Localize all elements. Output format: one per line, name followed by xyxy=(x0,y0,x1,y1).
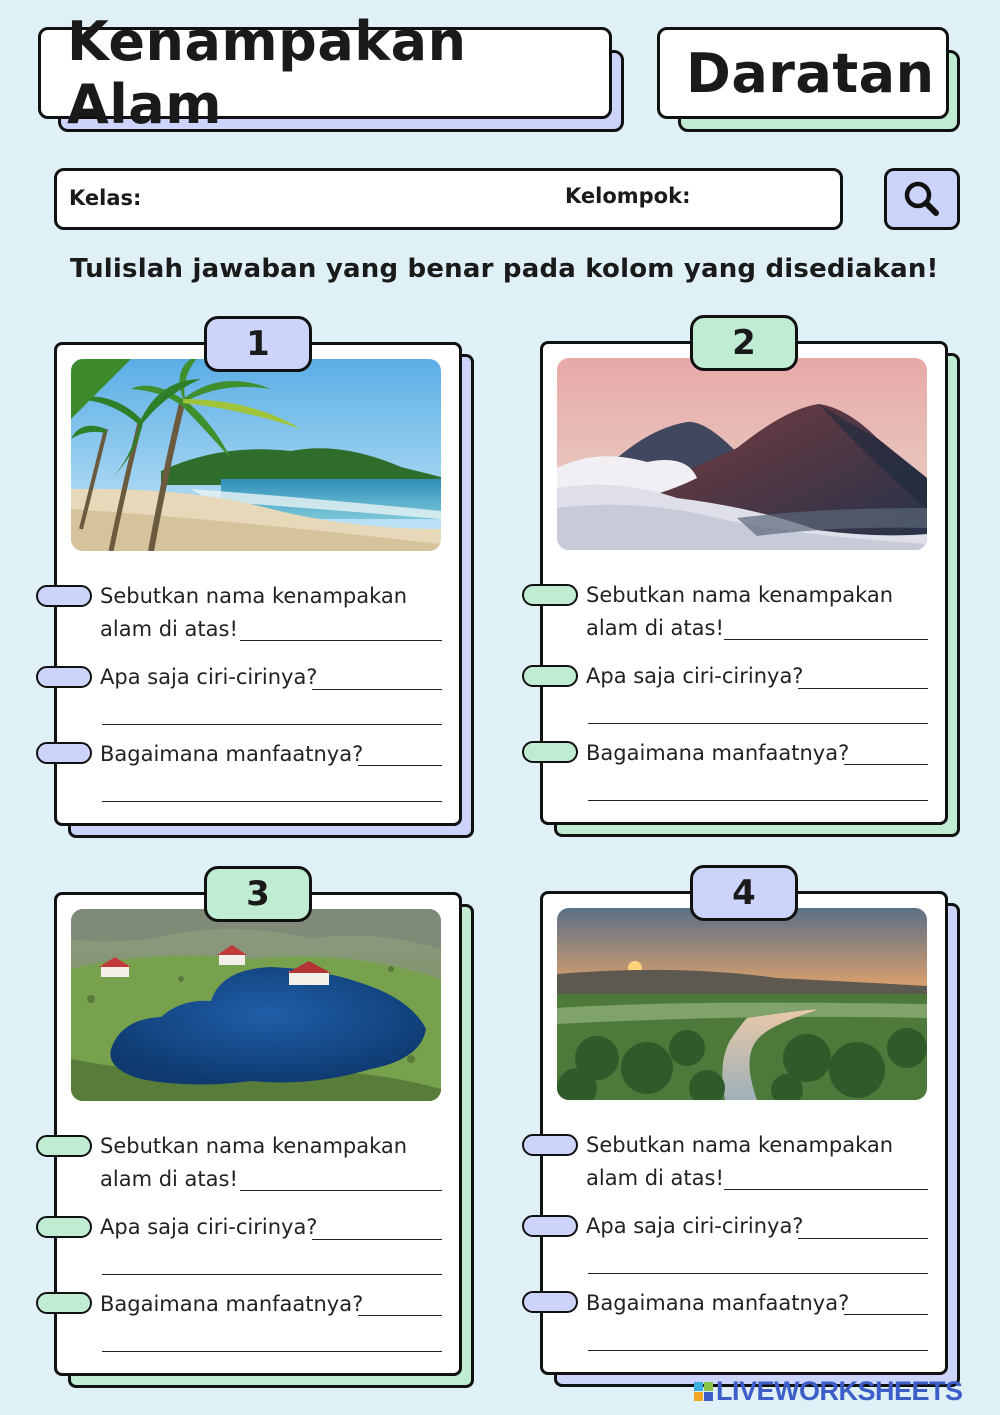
beach-photo xyxy=(71,359,441,551)
question-marker xyxy=(522,665,578,687)
answer-line-manfaat-2[interactable] xyxy=(102,801,442,802)
kelompok-label: Kelompok: xyxy=(565,184,691,208)
question-name-line2: alam di atas! xyxy=(586,1166,724,1190)
question-marker xyxy=(36,585,92,607)
answer-line-ciri-2[interactable] xyxy=(588,723,928,724)
answer-line-manfaat-2[interactable] xyxy=(588,1350,928,1351)
answer-line-ciri[interactable] xyxy=(798,1238,928,1239)
instruction-text: Tulislah jawaban yang benar pada kolom yang disediakan! xyxy=(70,254,939,284)
answer-line-manfaat-2[interactable] xyxy=(588,800,928,801)
question-manfaat: Bagaimana manfaatnya? xyxy=(100,742,364,766)
question-manfaat: Bagaimana manfaatnya? xyxy=(586,1291,850,1315)
question-name-line1: Sebutkan nama kenampakan xyxy=(586,583,894,607)
answer-line-manfaat[interactable] xyxy=(844,764,928,765)
card-number: 1 xyxy=(204,316,312,372)
answer-line-name[interactable] xyxy=(240,640,442,641)
question-ciri: Apa saja ciri-cirinya? xyxy=(586,664,804,688)
page-title-text: Kenampakan Alam xyxy=(67,10,467,136)
question-marker xyxy=(522,741,578,763)
question-manfaat: Bagaimana manfaatnya? xyxy=(100,1292,364,1316)
answer-line-ciri-2[interactable] xyxy=(102,1274,442,1275)
card-number: 4 xyxy=(690,865,798,921)
page-title xyxy=(38,10,612,136)
question-marker xyxy=(522,1291,578,1313)
card-2 xyxy=(540,323,960,831)
search-button[interactable] xyxy=(884,168,960,230)
question-marker xyxy=(522,584,578,606)
answer-line-ciri[interactable] xyxy=(798,688,928,689)
kelas-label: Kelas: xyxy=(69,186,142,210)
answer-line-manfaat-2[interactable] xyxy=(102,1351,442,1352)
answer-line-ciri-2[interactable] xyxy=(102,724,442,725)
question-name-line1: Sebutkan nama kenampakan xyxy=(586,1133,894,1157)
answer-line-ciri[interactable] xyxy=(312,689,442,690)
answer-line-name[interactable] xyxy=(724,639,928,640)
question-marker xyxy=(36,742,92,764)
answer-line-ciri[interactable] xyxy=(312,1239,442,1240)
answer-line-name[interactable] xyxy=(724,1189,928,1190)
question-name-line2: alam di atas! xyxy=(100,617,238,641)
answer-line-manfaat[interactable] xyxy=(358,1315,442,1316)
card-number: 3 xyxy=(204,866,312,922)
question-ciri: Apa saja ciri-cirinya? xyxy=(586,1214,804,1238)
question-name-line1: Sebutkan nama kenampakan xyxy=(100,584,408,608)
info-bar xyxy=(54,168,843,230)
question-marker xyxy=(36,1135,92,1157)
question-marker xyxy=(522,1134,578,1156)
answer-line-name[interactable] xyxy=(240,1190,442,1191)
card-number: 2 xyxy=(690,315,798,371)
answer-line-manfaat[interactable] xyxy=(358,765,442,766)
page-subtitle-text: Daratan xyxy=(686,41,935,105)
brand-text: LIVEWORKSHEETS xyxy=(716,1376,963,1406)
question-ciri: Apa saja ciri-cirinya? xyxy=(100,665,318,689)
lake-photo xyxy=(71,909,441,1101)
question-manfaat: Bagaimana manfaatnya? xyxy=(586,741,850,765)
liveworksheets-logo[interactable] xyxy=(694,1376,963,1407)
river-photo xyxy=(557,908,927,1100)
question-ciri: Apa saja ciri-cirinya? xyxy=(100,1215,318,1239)
question-marker xyxy=(522,1215,578,1237)
question-name-line2: alam di atas! xyxy=(100,1167,238,1191)
card-4 xyxy=(540,873,960,1381)
answer-line-ciri-2[interactable] xyxy=(588,1273,928,1274)
card-3 xyxy=(54,874,474,1382)
answer-line-manfaat[interactable] xyxy=(844,1314,928,1315)
search-icon xyxy=(902,179,942,219)
page-subtitle xyxy=(657,27,949,119)
question-marker xyxy=(36,666,92,688)
question-marker xyxy=(36,1216,92,1238)
question-name-line1: Sebutkan nama kenampakan xyxy=(100,1134,408,1158)
question-name-line2: alam di atas! xyxy=(586,616,724,640)
mountain-photo xyxy=(557,358,927,550)
card-1 xyxy=(54,324,474,832)
question-marker xyxy=(36,1292,92,1314)
brand-icon xyxy=(694,1382,713,1401)
